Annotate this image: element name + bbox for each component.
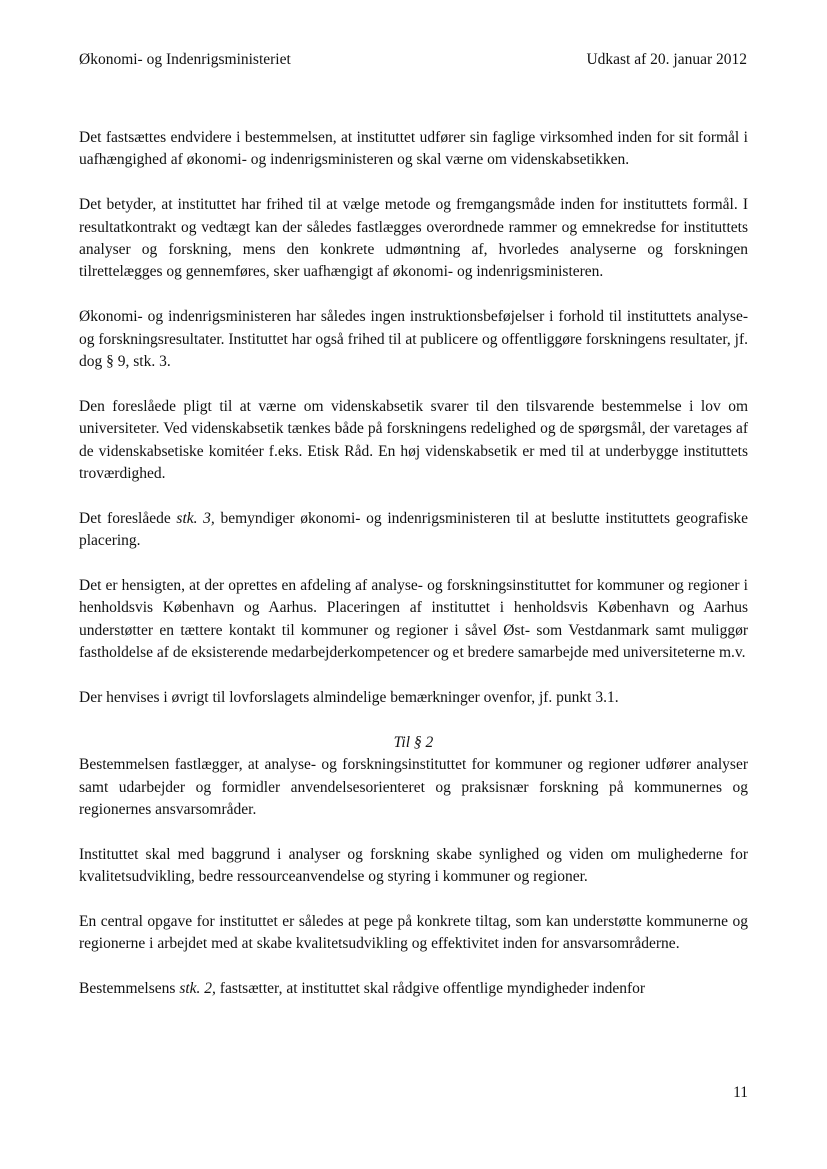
document-body: [79, 127, 748, 1023]
paragraph: Det betyder, at instituttet har frihed til at vælge metode og fremgangsmåde inden for instituttets formål. I resultatkontrakt og vedtægt kan der således fastlægges overordnede rammer og emnekredse for instituttets analyser og forskning, mens den konkrete udmøntning af, hvorledes analyserne og forskningen tilrettelægges og gennemføres, sker uafhængigt af økonomi- og indenrigsministeren.: [79, 196, 748, 281]
emphasis-text: stk. 3,: [176, 509, 215, 527]
emphasis-text: stk. 2,: [179, 980, 216, 998]
header-draft-date: Udkast af 20. januar 2012: [586, 51, 747, 68]
paragraph: Den foreslåede pligt til at værne om videnskabsetik svarer til den tilsvarende bestemmelse i lov om universiteter. Ved videnskabsetik tænkes både på forskningens redelighed og de spørgsmål, der varetages af de videnskabsetiske komitéer f.eks. Etisk Råd. En høj videnskabsetik er med til at underbygge instituttets troværdighed.: [79, 397, 748, 483]
paragraph-text: bemyndiger økonomi- og indenrigsministeren til at beslutte instituttets geografiske placering.: [79, 509, 748, 550]
page-number: 11: [733, 1084, 748, 1101]
paragraph: Bestemmelsen fastlægger, at analyse- og forskningsinstituttet for kommuner og regioner udfører analyser samt udarbejder og formidler anvendelsesorienteret og praksisnær forskning på kommunernes og regionernes ansvarsområder.: [79, 756, 748, 819]
paragraph: Det fastsættes endvidere i bestemmelsen, at instituttet udfører sin faglige virksomhed inden for sit formål i uafhængighed af økonomi- og indenrigsministeren og skal værne om videnskabsetikken.: [79, 129, 748, 169]
page-header: [79, 50, 747, 72]
section-heading: Til § 2: [393, 733, 434, 751]
header-ministry: Økonomi- og Indenrigsministeriet: [79, 51, 291, 68]
paragraph: Instituttet skal med baggrund i analyser og forskning skabe synlighed og viden om mulighederne for kvalitetsudvikling, bedre ressourceanvendelse og styring i kommuner og regioner.: [79, 845, 748, 886]
paragraph-stk2: [79, 978, 748, 1000]
paragraph: Økonomi- og indenrigsministeren har således ingen instruktionsbeføjelser i forhold til instituttets analyse- og forskningsresultater. Instituttet har også frihed til at publicere og offentliggøre forskningens resultater, jf. dog § 9, stk. 3.: [79, 308, 748, 371]
paragraph: Det er hensigten, at der oprettes en afdeling af analyse- og forskningsinstituttet for kommuner og regioner i henholdsvis København og Aarhus. Placeringen af instituttet i henholdsvis København og Aarhus understøtter en tættere kontakt til kommuner og regioner i såvel Øst- som Vestdanmark samt muliggør fastholdelse af de eksisterende medarbejderkompetencer og et bredere samarbejde med universiteterne m.v.: [79, 577, 748, 662]
paragraph: Der henvises i øvrigt til lovforslagets almindelige bemærkninger ovenfor, jf. punkt 3.1.: [79, 689, 619, 707]
paragraph-text: Det foreslåede: [79, 509, 177, 527]
paragraph-stk3: [79, 508, 748, 553]
paragraph-text: fastsætter, at instituttet skal rådgive offentlige myndigheder indenfor: [215, 980, 646, 998]
paragraph: En central opgave for instituttet er således at pege på konkrete tiltag, som kan understøtte kommunerne og regionerne i arbejdet med at skabe kvalitetsudvikling og effektivitet inden for ansvarsområderne.: [79, 913, 748, 953]
paragraph-text: Bestemmelsens: [79, 980, 180, 998]
